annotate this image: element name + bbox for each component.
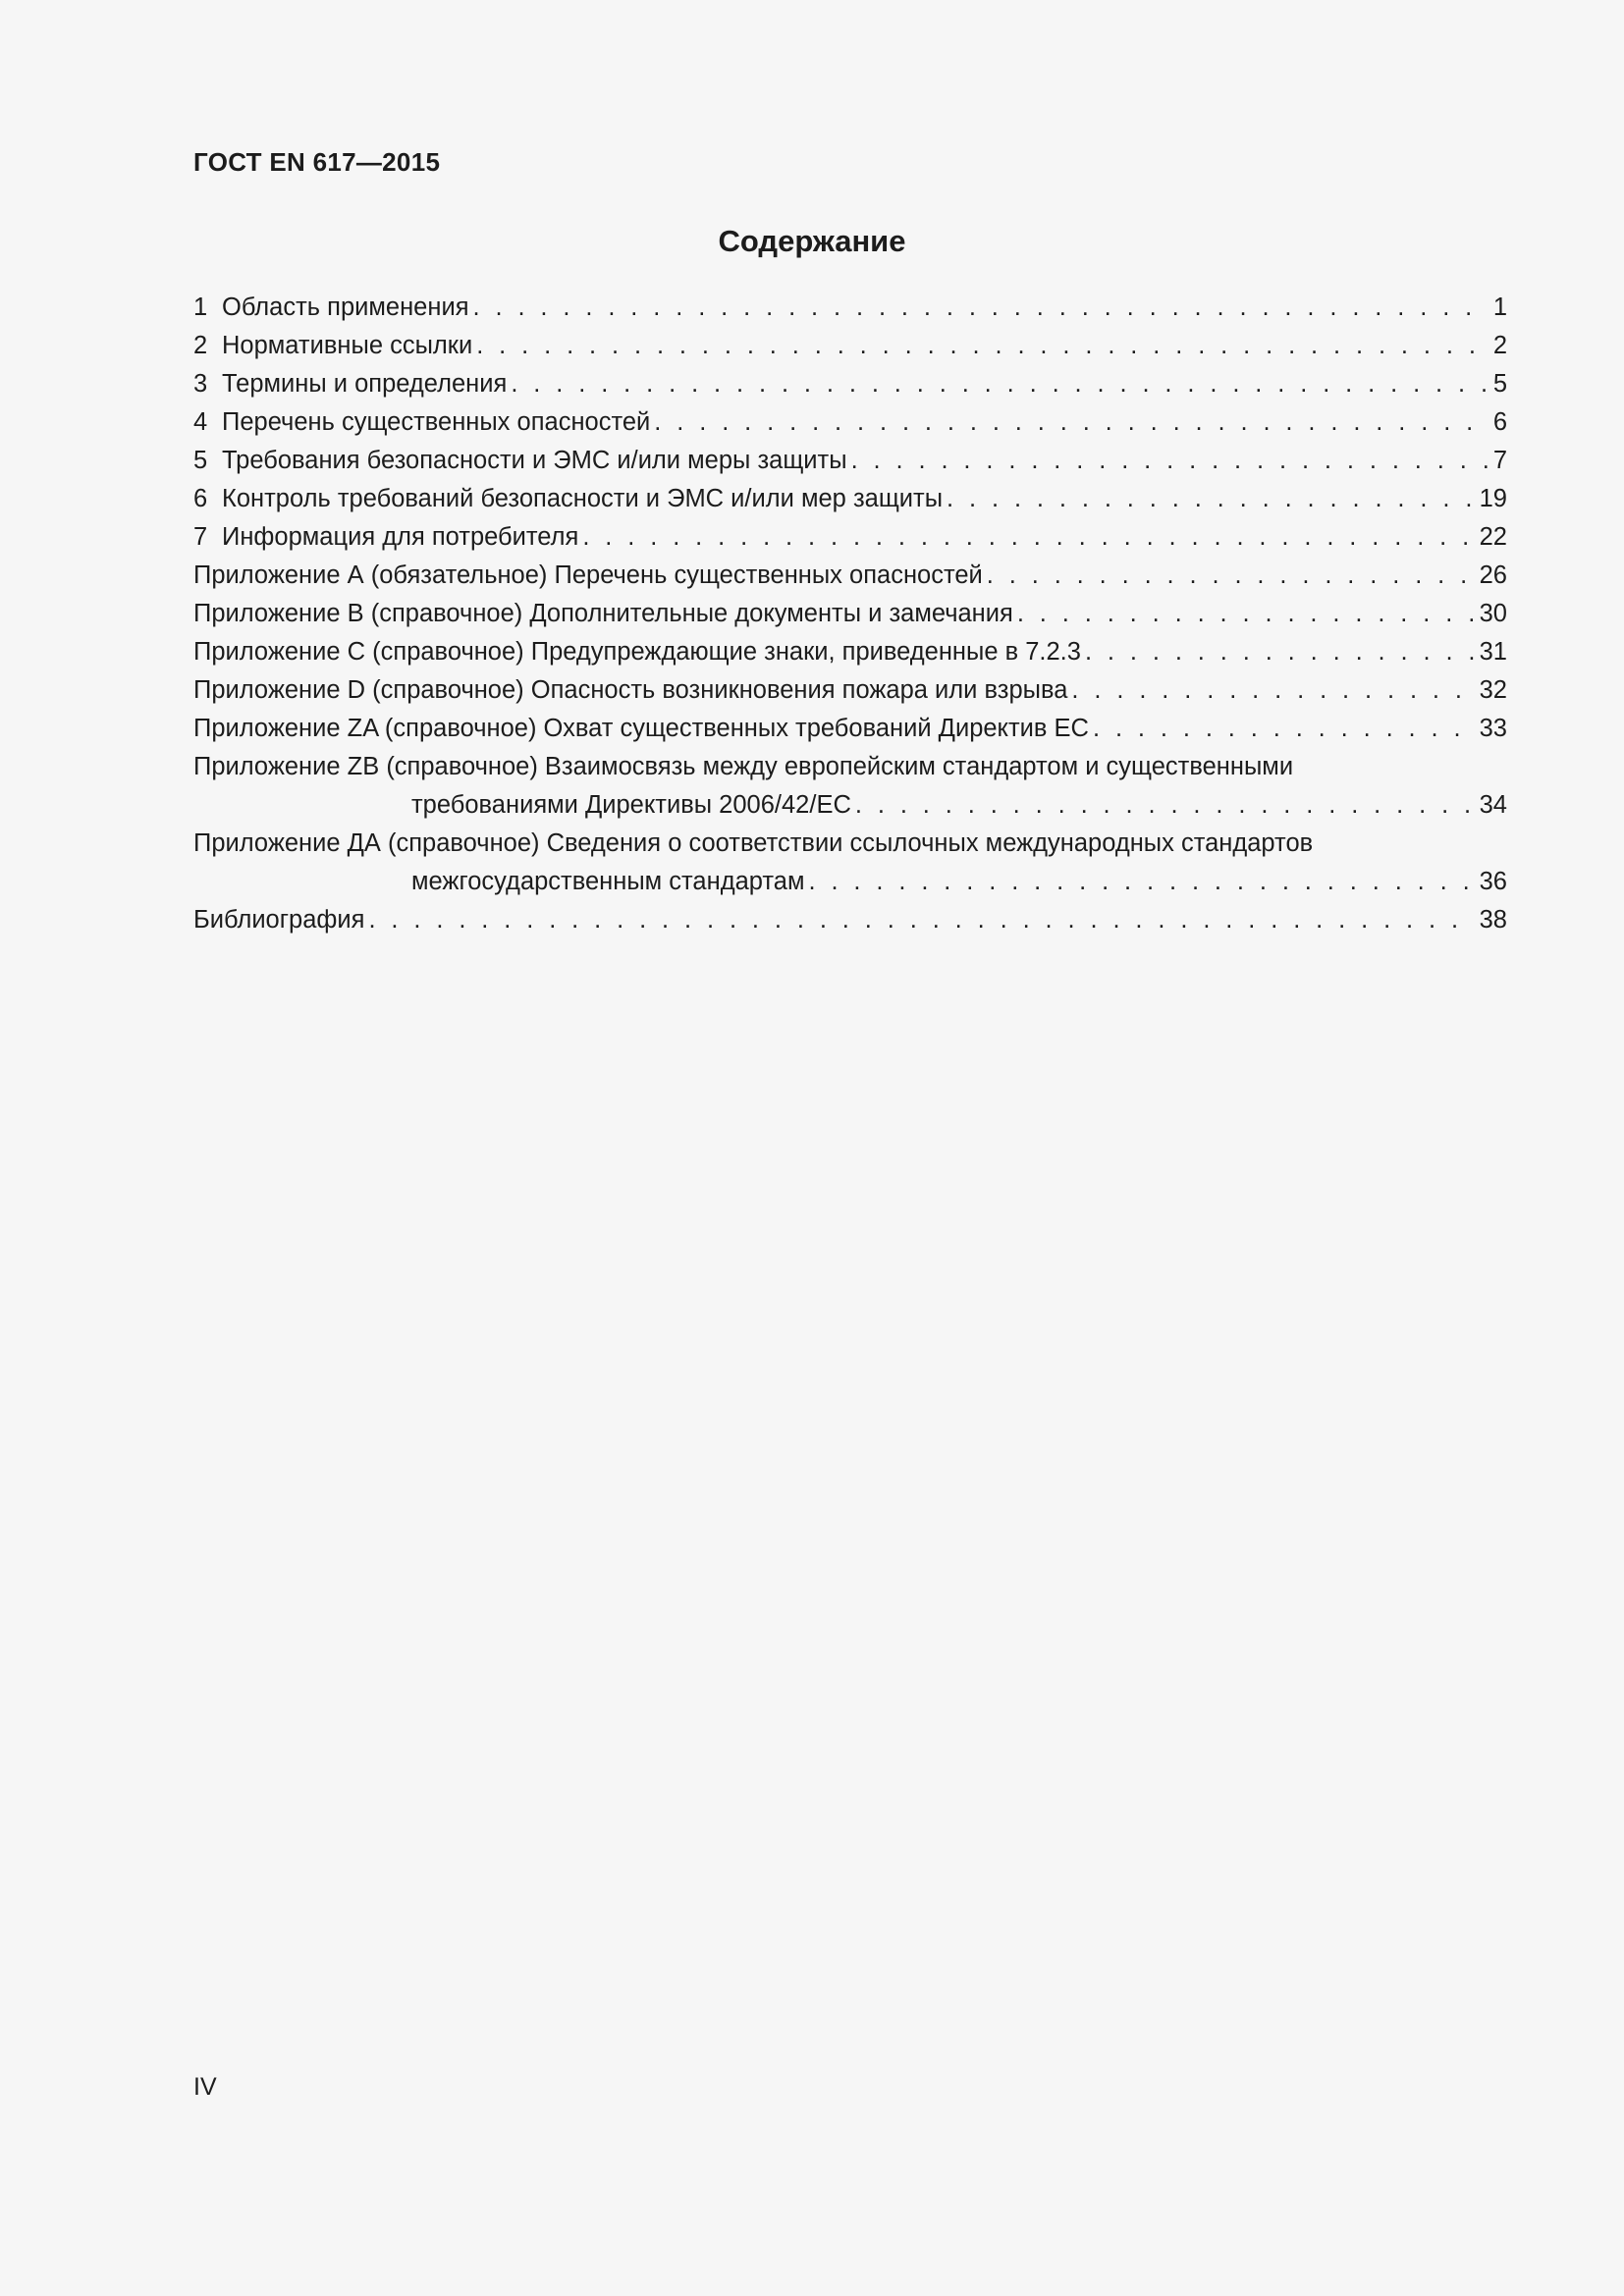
- toc-entry-text: Контроль требований безопасности и ЭМС и/или мер защиты: [222, 485, 944, 512]
- toc-leader-dots: [476, 327, 1489, 365]
- toc-entry-5[interactable]: [193, 442, 1507, 480]
- toc-entry-page: 22: [1479, 523, 1507, 551]
- toc-entry-page: 36: [1479, 868, 1507, 895]
- toc-entry-continuation: межгосударственным стандартам: [411, 868, 805, 895]
- toc-leader-dots: [582, 518, 1475, 557]
- page-number: IV: [193, 2073, 217, 2101]
- toc-entry-page: 33: [1479, 715, 1507, 742]
- toc-leader-dots: [1017, 595, 1476, 633]
- toc-entry-number: 3: [193, 370, 208, 398]
- toc-entry-continuation: требованиями Директивы 2006/42/ЕС: [411, 791, 851, 819]
- toc-leader-dots: [654, 403, 1489, 442]
- toc-entry-number: 6: [193, 485, 208, 512]
- toc-leader-dots: [368, 901, 1475, 939]
- toc-entry-annex-b[interactable]: [193, 595, 1507, 633]
- toc-entry-annex-a[interactable]: [193, 557, 1507, 595]
- toc-entry-page: 19: [1479, 485, 1507, 512]
- toc-entry-text: Перечень существенных опасностей: [222, 408, 651, 436]
- toc-entry-4[interactable]: [193, 403, 1507, 442]
- toc-entry-page: 32: [1479, 676, 1507, 704]
- document-code: ГОСТ EN 617—2015: [193, 147, 441, 177]
- toc-entry-page: 38: [1479, 906, 1507, 934]
- toc-leader-dots: [808, 863, 1475, 901]
- toc-title: Содержание: [718, 224, 906, 258]
- toc-entry-annex-c[interactable]: [193, 633, 1507, 671]
- toc-entry-number: 2: [193, 332, 208, 359]
- toc-entry-page: 31: [1479, 638, 1507, 666]
- toc-entry-text: Приложение С (справочное) Предупреждающие знаки, приведенные в 7.2.3: [193, 638, 1081, 666]
- toc-entry-page: 6: [1492, 408, 1507, 436]
- toc-entry-6[interactable]: [193, 480, 1507, 518]
- toc-leader-dots: [987, 557, 1476, 595]
- toc-entry-number: 4: [193, 408, 208, 436]
- table-of-contents: [193, 289, 1507, 939]
- toc-entry-page: 34: [1479, 791, 1507, 819]
- toc-leader-dots: [1093, 710, 1476, 748]
- toc-entry-text: Библиография: [193, 906, 365, 934]
- toc-entry-number: 7: [193, 523, 208, 551]
- toc-entry-text: Приложение D (справочное) Опасность возникновения пожара или взрыва: [193, 676, 1068, 704]
- toc-entry-text: Приложение А (обязательное) Перечень существенных опасностей: [193, 561, 983, 589]
- toc-entry-page: 26: [1479, 561, 1507, 589]
- toc-leader-dots: [851, 442, 1489, 480]
- toc-entry-page: 7: [1492, 447, 1507, 474]
- toc-entry-page: 5: [1492, 370, 1507, 398]
- toc-leader-dots: [855, 786, 1476, 825]
- toc-entry-page: 1: [1492, 294, 1507, 321]
- toc-leader-dots: [947, 480, 1476, 518]
- toc-entry-number: 1: [193, 294, 208, 321]
- toc-leader-dots: [473, 289, 1489, 327]
- toc-entry-1[interactable]: [193, 289, 1507, 327]
- toc-entry-annex-zb[interactable]: [193, 748, 1507, 786]
- toc-entry-text: Приложение ДА (справочное) Сведения о соответствии ссылочных международных стандартов: [193, 829, 1314, 857]
- toc-entry-text: Приложение ZB (справочное) Взаимосвязь между европейским стандартом и существенными: [193, 753, 1294, 780]
- toc-entry-text: Область применения: [222, 294, 469, 321]
- toc-entry-7[interactable]: [193, 518, 1507, 557]
- toc-entry-text: Нормативные ссылки: [222, 332, 473, 359]
- toc-entry-text: Термины и определения: [222, 370, 508, 398]
- toc-entry-text: Информация для потребителя: [222, 523, 579, 551]
- toc-leader-dots: [1085, 633, 1476, 671]
- toc-entry-text: Требования безопасности и ЭМС и/или меры защиты: [222, 447, 847, 474]
- toc-entry-annex-za[interactable]: [193, 710, 1507, 748]
- toc-entry-page: 30: [1479, 600, 1507, 627]
- toc-entry-annex-da[interactable]: [193, 825, 1507, 863]
- toc-entry-2[interactable]: [193, 327, 1507, 365]
- toc-entry-bibliography[interactable]: [193, 901, 1507, 939]
- toc-entry-annex-da-continuation[interactable]: [193, 863, 1507, 901]
- toc-leader-dots: [511, 365, 1489, 403]
- toc-entry-number: 5: [193, 447, 208, 474]
- toc-entry-annex-d[interactable]: [193, 671, 1507, 710]
- toc-entry-3[interactable]: [193, 365, 1507, 403]
- toc-entry-text: Приложение ZA (справочное) Охват существенных требований Директив ЕС: [193, 715, 1089, 742]
- toc-leader-dots: [1071, 671, 1475, 710]
- toc-entry-text: Приложение В (справочное) Дополнительные документы и замечания: [193, 600, 1013, 627]
- toc-entry-annex-zb-continuation[interactable]: [193, 786, 1507, 825]
- toc-entry-page: 2: [1492, 332, 1507, 359]
